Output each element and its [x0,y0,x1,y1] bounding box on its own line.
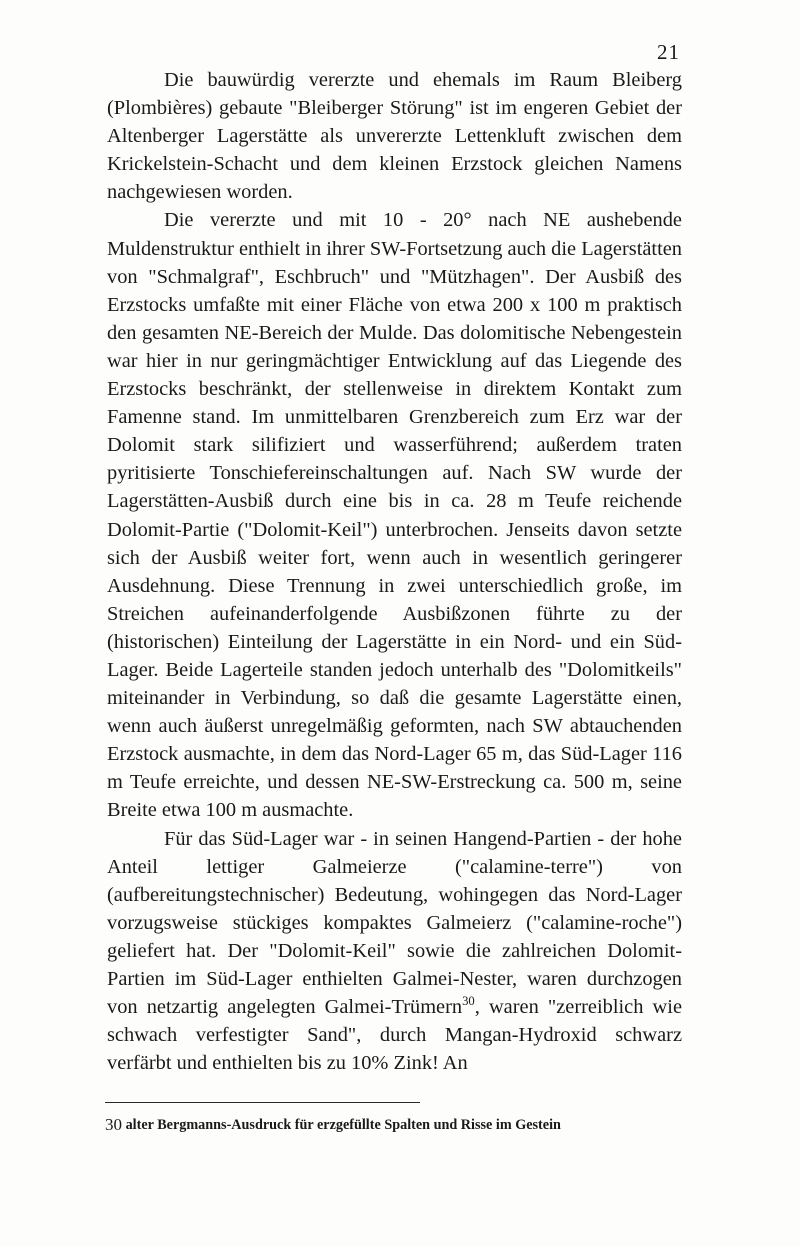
footnote-text: alter Bergmanns-Ausdruck für erzgefüllte Spalten und Risse im Gestein [122,1117,561,1133]
paragraph-2: Die vererzte und mit 10 - 20° nach NE aushebende Muldenstruktur enthielt in ihrer SW-Fortsetzung auch die Lagerstätten von "Schmalgraf", Eschbruch" und "Mützhagen". Der Ausbiß des Erzstocks umfaßte mit einer Fläche von etwa 200 x 100 m praktisch den gesamten NE-Bereich der Mulde. Das dolomitische Nebengestein war hier in nur geringmächtiger Entwicklung auf das Liegende des Erzstocks beschränkt, der stellenweise in direktem Kontakt zum Famenne stand. Im unmittelbaren Grenzbereich zum Erz war der Dolomit stark silifiziert und wasserführend; außerdem traten pyritisierte Tonschiefereinschaltungen auf. Nach SW wurde der Lagerstätten-Ausbiß durch eine bis in ca. 28 m Teufe reichende Dolomit-Partie ("Dolomit-Keil") unterbrochen. Jenseits davon setzte sich der Ausbiß weiter fort, wenn auch in wesentlich geringerer Ausdehnung. Diese Trennung in zwei unterschiedlich große, im Streichen aufeinanderfolgende Ausbißzonen führte zu der (historischen) Einteilung der Lagerstätte in ein Nord- und ein Süd-Lager. Beide Lagerteile standen jedoch unterhalb des "Dolomitkeils" miteinander in Verbindung, so daß die gesamte Lagerstätte einen, wenn auch äußerst unregelmäßig geformten, nach SW abtauchenden Erzstock ausmachte, in dem das Nord-Lager 65 m, das Süd-Lager 116 m Teufe erreichte, und dessen NE-SW-Erstreckung ca. 500 m, seine Breite etwa 100 m ausmachte. [107,209,682,822]
paragraph-3-text-before: Für das Süd-Lager war - in seinen Hangend-Partien - der hohe Anteil lettiger Galmeierze ("calamine-terre") von (aufbereitungstechnischer) Bedeutung, wohingegen das Nord-Lager vorzugsweise stückiges kompaktes Galmeierz ("calamine-roche") geliefert hat. Der "Dolomit-Keil" sowie die zahlreichen Dolomit-Partien im Süd-Lager enthielten Galmei-Nester, waren durchzogen von netzartig angelegten Galmei-Trümern [107,827,682,1019]
footnote-reference: 30 [462,994,475,1009]
body-text [107,66,682,1077]
footnote [105,1116,685,1134]
paragraph-3 [107,825,682,1078]
footnote-number: 30 [105,1115,123,1134]
page-number: 21 [657,40,680,64]
footnote-divider [105,1102,420,1103]
paragraph-1: Die bauwürdig vererzte und ehemals im Raum Bleiberg (Plombières) gebaute "Bleiberger Störung" ist im engeren Gebiet der Altenberger Lagerstätte als unvererzte Lettenkluft zwischen dem Krickelstein-Schacht und dem kleinen Erzstock gleichen Namens nachgewiesen worden. [107,69,682,204]
paragraph-3-text-after: , waren "zerreiblich wie schwach verfestigter Sand", durch Mangan-Hydroxid schwarz verfärbt und enthielten bis zu 10% Zink! An [107,996,682,1075]
